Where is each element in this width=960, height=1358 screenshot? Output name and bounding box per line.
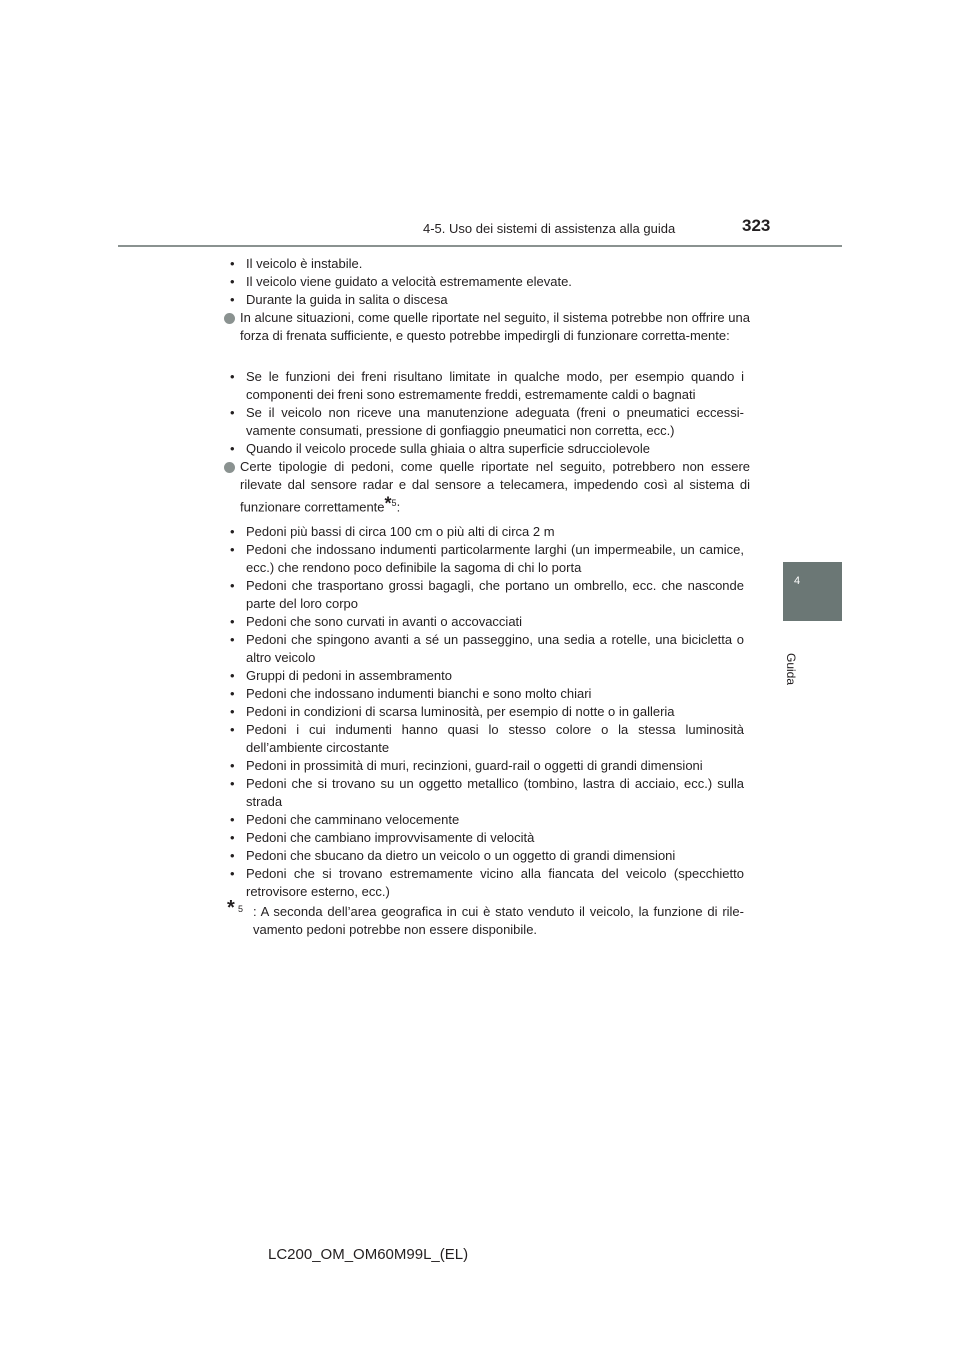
header-section-title: 4-5. Uso dei sistemi di assistenza alla guida: [423, 221, 676, 236]
bullet-dot: •: [230, 274, 235, 289]
page-number: 323: [742, 216, 771, 235]
circle-bullet-icon: [224, 462, 235, 473]
list-item-text: Pedoni che sbucano da dietro un veicolo o un oggetto di grandi dimensioni: [246, 848, 676, 863]
list-item-text: Pedoni i cui indumenti hanno quasi lo stesso colore o la stessa luminosità dell’ambiente circostante: [246, 722, 744, 755]
bullet-dot: •: [230, 776, 235, 791]
list-item: [230, 541, 744, 577]
bullet-dot: •: [230, 704, 235, 719]
paragraph-text: [240, 458, 750, 516]
list-item: [230, 865, 744, 901]
bullet-dot: •: [230, 256, 235, 271]
list-item-text: Pedoni che indossano indumenti bianchi e sono molto chiari: [246, 686, 592, 701]
bullet-dot: •: [230, 722, 235, 737]
chapter-tab-number: 4: [793, 575, 801, 587]
list-item-text: Durante la guida in salita o discesa: [246, 292, 448, 307]
paragraph-body: Certe tipologie di pedoni, come quelle riportate nel seguito, potrebbero non essere rilevate dal sensore radar e dal sensore a telecamera, impedendo così al sistema di funzionare correttamente: [240, 459, 750, 515]
list-item-text: Pedoni in condizioni di scarsa luminosità, per esempio di notte o in galleria: [246, 704, 675, 719]
list-item: [230, 721, 744, 757]
bullet-dot: •: [230, 758, 235, 773]
list-item: [230, 829, 744, 847]
bullet-dot: •: [230, 686, 235, 701]
list-item: [230, 775, 744, 811]
bullet-dot: •: [230, 668, 235, 683]
list-item-text: Se le funzioni dei freni risultano limitate in qualche modo, per esempio quando i componenti dei freni sono estremamente freddi, estremamente caldi o bagnati: [246, 369, 744, 402]
bullet-dot: •: [230, 524, 235, 539]
list-item-text: Pedoni che sono curvati in avanti o accovacciati: [246, 614, 523, 629]
paragraph: [224, 309, 750, 345]
list-item-text: Pedoni che trasportano grossi bagagli, che portano un ombrello, ecc. che nasconde parte del loro corpo: [246, 578, 744, 611]
bullet-dot: •: [230, 441, 235, 456]
list-item: [230, 685, 744, 703]
bullet-dot: •: [230, 292, 235, 307]
list-item-text: Quando il veicolo procede sulla ghiaia o altra superficie sdrucciolevole: [246, 441, 650, 456]
footnote: [227, 897, 744, 939]
list-item: [230, 667, 744, 685]
list-item-text: Il veicolo viene guidato a velocità estremamente elevate.: [246, 274, 572, 289]
list-item-text: Pedoni che cambiano improvvisamente di velocità: [246, 830, 535, 845]
list-item: [230, 440, 744, 458]
bullet-dot: •: [230, 866, 235, 881]
list-item-text: Pedoni che si trovano su un oggetto metallico (tombino, lastra di acciaio, ecc.) sulla strada: [246, 776, 744, 809]
list-item: [230, 255, 744, 273]
footnote-ref: 5: [391, 498, 397, 508]
list-item: [230, 847, 744, 865]
chapter-tab: [783, 562, 842, 621]
list-item: [230, 368, 744, 404]
list-item-text: Pedoni che si trovano estremamente vicino alla fiancata del veicolo (specchietto retrovisore esterno, ecc.): [246, 866, 744, 899]
list-item: [230, 523, 744, 541]
bullet-dot: •: [230, 632, 235, 647]
list-item: [230, 291, 744, 309]
bullet-dot: •: [230, 812, 235, 827]
list-item: [230, 273, 744, 291]
circle-bullet-icon: [224, 313, 235, 324]
list-item-text: Se il veicolo non riceve una manutenzione adeguata (freni o pneumatici eccessi-vamente consumati, pressione di gonfiaggio pneumatici non corretta, ecc.): [246, 405, 744, 438]
list-item: [230, 613, 744, 631]
list-item: [230, 811, 744, 829]
paragraph-text: In alcune situazioni, come quelle riportate nel seguito, il sistema potrebbe non offrire una forza di frenata sufficiente, e questo potrebbe impedirgli di funzionare corretta-mente:: [240, 310, 750, 343]
list-item: [230, 577, 744, 613]
header-rule: [118, 245, 842, 247]
list-item: [230, 703, 744, 721]
list-item-text: Pedoni che indossano indumenti particolarmente larghi (un impermeabile, un camice, ecc.) che rendono poco definibile la sagoma di chi lo porta: [246, 542, 744, 575]
footer-code: LC200_OM_OM60M99L_(EL): [268, 1246, 469, 1263]
bullet-dot: •: [230, 369, 235, 384]
bullet-dot: •: [230, 830, 235, 845]
list-item-text: Il veicolo è instabile.: [246, 256, 363, 271]
list-item-text: Pedoni che spingono avanti a sé un passeggino, una sedia a rotelle, una bicicletta o altro veicolo: [246, 632, 744, 665]
list-item-text: Gruppi di pedoni in assembramento: [246, 668, 452, 683]
list-item: [230, 404, 744, 440]
chapter-tab-label: Guida: [784, 653, 798, 686]
list-item-text: Pedoni in prossimità di muri, recinzioni, guard-rail o oggetti di grandi dimensioni: [246, 758, 703, 773]
paragraph-colon: :: [396, 499, 401, 515]
footnote-asterisk: *: [227, 897, 235, 919]
footnote-text: : A seconda dell’area geografica in cui è stato venduto il veicolo, la funzione di rile-vamento pedoni potrebbe non essere disponibile.: [253, 904, 744, 937]
footnote-label: 5: [238, 904, 244, 914]
list-item-text: Pedoni che camminano velocemente: [246, 812, 460, 827]
bullet-dot: •: [230, 405, 235, 420]
bullet-dot: •: [230, 848, 235, 863]
bullet-dot: •: [230, 614, 235, 629]
bullet-dot: •: [230, 542, 235, 557]
paragraph: [224, 458, 750, 516]
list-item: [230, 757, 744, 775]
list-item-text: Pedoni più bassi di circa 100 cm o più alti di circa 2 m: [246, 524, 555, 539]
list-item: [230, 631, 744, 667]
bullet-dot: •: [230, 578, 235, 593]
footnote-asterisk: *: [384, 493, 392, 514]
